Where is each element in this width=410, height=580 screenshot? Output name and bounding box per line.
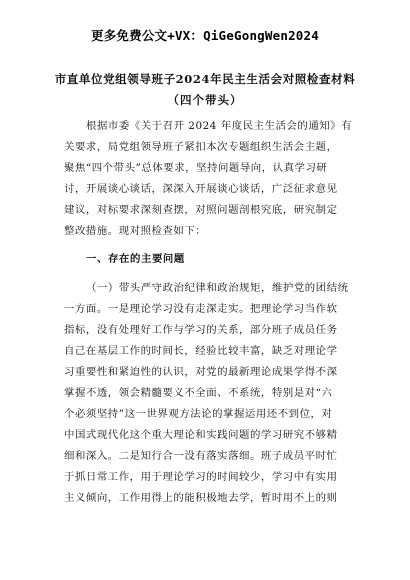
paragraph-line: 关要求，局党组领导班子紧扣本次专题组织生活会主题， (64, 141, 338, 153)
paragraph-line: 根据市委《关于召开 2024 年度民主生活会的通知》有 (86, 120, 353, 132)
document-title: 市直单位党组领导班子2024年民主生活会对照检查材料 (54, 72, 356, 86)
paragraph-line: 于抓日常工作，用于理论学习的时间较少，学习中有实用 (64, 471, 338, 483)
watermark-banner: 更多免费公文+VX：QiGeGongWen2024 (91, 28, 319, 43)
paragraph-line: 整改措施。现对照检查如下： (64, 225, 207, 237)
paragraph-line: （一）带头严守政治纪律和政治规矩，维护党的团结统 (86, 282, 349, 294)
paragraph-line: 聚焦“四个带头”总体要求，坚持问题导向，认真学习研 (64, 162, 328, 174)
document-subtitle: （四个带头） (167, 93, 243, 107)
section-heading: 一、存在的主要问题 (86, 253, 185, 265)
paragraph-line: 主义倾向，工作用得上的能积极地去学，暂时用不上的则 (64, 492, 338, 504)
paragraph-line: 指标，没有处理好工作与学习的关系，部分班子成员任务 (64, 324, 338, 336)
paragraph-line: 细和深入。二是知行合一没有落实落细。班子成员平时忙 (64, 450, 338, 462)
paragraph-line: 个必须坚持”这一世界观方法论的掌握运用还不到位，对 (64, 408, 333, 420)
paragraph-line: 掌握不透，领会精髓要义不全面、不系统，特别是对“六 (64, 387, 333, 399)
paragraph-line: 习重要性和紧迫性的认识，对党的最新理论成果学得不深 (64, 366, 338, 378)
paragraph-line: 一方面。一是理论学习没有走深走实。把理论学习当作软 (64, 303, 338, 315)
paragraph-line: 中国式现代化这个重大理论和实践问题的学习研究不够精 (64, 429, 338, 441)
paragraph-line: 建议，对标要求深刻查摆，对照问题剖根究底，研究制定 (64, 204, 338, 216)
paragraph-line: 自己在基层工作的时间长，经验比较丰富，缺乏对理论学 (64, 345, 338, 357)
paragraph-line: 讨，开展谈心谈话，深深入开展谈心谈话，广泛征求意见 (64, 183, 338, 195)
